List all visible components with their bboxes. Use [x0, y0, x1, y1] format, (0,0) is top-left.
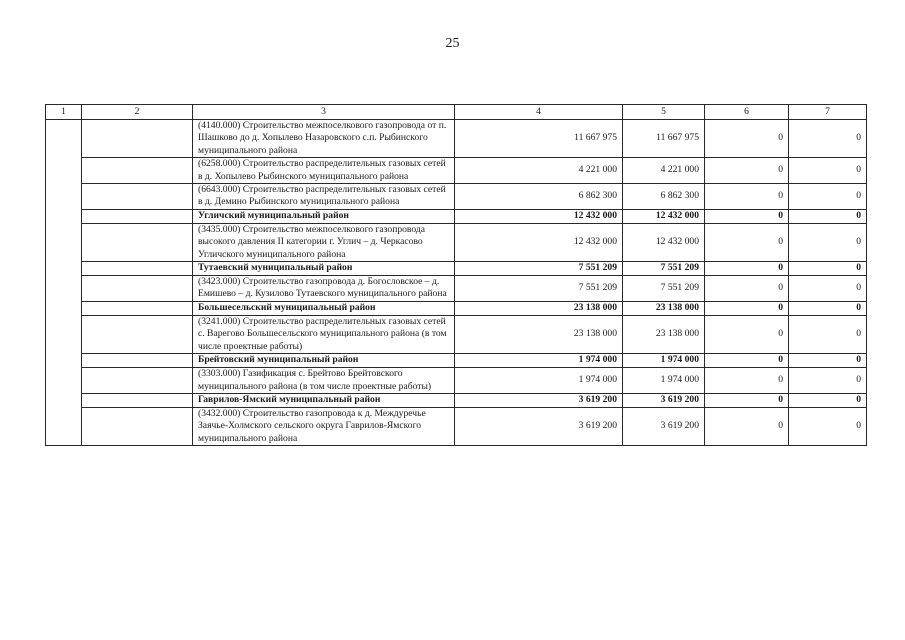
amount-cell-col4: 23 138 000 — [455, 301, 623, 315]
description-cell: Гаврилов-Ямский муниципальный район — [193, 393, 455, 407]
amount-cell-col7: 0 — [789, 393, 867, 407]
amount-cell-col6: 0 — [705, 120, 789, 158]
amount-cell-col4: 6 862 300 — [455, 184, 623, 210]
amount-cell-col4: 3 619 200 — [455, 393, 623, 407]
amount-cell-col7: 0 — [789, 407, 867, 445]
description-cell: (3432.000) Строительство газопровода к д. Междуречье Заячье-Холмского сельского округа Гаврилов-Ямского муниципального района — [193, 407, 455, 445]
district-total-row — [46, 301, 867, 315]
amount-cell-col6: 0 — [705, 209, 789, 223]
table-row — [46, 368, 867, 394]
amount-cell-col5: 7 551 209 — [623, 276, 705, 302]
amount-cell-col4: 1 974 000 — [455, 368, 623, 394]
table-header-row — [46, 105, 867, 120]
amount-cell-col6: 0 — [705, 158, 789, 184]
amount-cell-col6: 0 — [705, 393, 789, 407]
cell-col2 — [82, 223, 193, 261]
amount-cell-col6: 0 — [705, 276, 789, 302]
budget-table — [45, 104, 867, 446]
description-cell: Угличский муниципальный район — [193, 209, 455, 223]
cell-col2 — [82, 276, 193, 302]
column-header: 1 — [46, 105, 82, 120]
column-header: 3 — [193, 105, 455, 120]
column-header: 7 — [789, 105, 867, 120]
district-total-row — [46, 393, 867, 407]
description-cell: (6643.000) Строительство распределительных газовых сетей в д. Демино Рыбинского муниципального района — [193, 184, 455, 210]
amount-cell-col5: 11 667 975 — [623, 120, 705, 158]
amount-cell-col7: 0 — [789, 223, 867, 261]
column-header: 6 — [705, 105, 789, 120]
table-row — [46, 184, 867, 210]
amount-cell-col5: 12 432 000 — [623, 223, 705, 261]
cell-col2 — [82, 184, 193, 210]
amount-cell-col7: 0 — [789, 276, 867, 302]
page-number: 25 — [445, 36, 460, 51]
amount-cell-col7: 0 — [789, 262, 867, 276]
cell-col2 — [82, 354, 193, 368]
amount-cell-col5: 3 619 200 — [623, 393, 705, 407]
amount-cell-col5: 7 551 209 — [623, 262, 705, 276]
amount-cell-col4: 7 551 209 — [455, 262, 623, 276]
cell-col2 — [82, 262, 193, 276]
amount-cell-col4: 4 221 000 — [455, 158, 623, 184]
amount-cell-col4: 23 138 000 — [455, 315, 623, 353]
district-total-row — [46, 209, 867, 223]
cell-col2 — [82, 368, 193, 394]
description-cell: Брейтовский муниципальный район — [193, 354, 455, 368]
cell-col2 — [82, 301, 193, 315]
column-header: 4 — [455, 105, 623, 120]
table-row — [46, 407, 867, 445]
amount-cell-col6: 0 — [705, 315, 789, 353]
amount-cell-col6: 0 — [705, 368, 789, 394]
amount-cell-col5: 1 974 000 — [623, 368, 705, 394]
amount-cell-col7: 0 — [789, 354, 867, 368]
amount-cell-col6: 0 — [705, 301, 789, 315]
table-body — [46, 120, 867, 446]
amount-cell-col5: 3 619 200 — [623, 407, 705, 445]
table-row — [46, 120, 867, 158]
amount-cell-col7: 0 — [789, 209, 867, 223]
amount-cell-col7: 0 — [789, 368, 867, 394]
table-row — [46, 223, 867, 261]
description-cell: (3435.000) Строительство межпоселкового газопровода высокого давления II категории г. Углич – д. Черкасово Угличского муниципального района — [193, 223, 455, 261]
table-row — [46, 276, 867, 302]
description-cell: (4140.000) Строительство межпоселкового газопровода от п. Шашково до д. Хопылево Назаровского с.п. Рыбинского муниципального района — [193, 120, 455, 158]
amount-cell-col4: 12 432 000 — [455, 223, 623, 261]
amount-cell-col4: 1 974 000 — [455, 354, 623, 368]
cell-col2 — [82, 209, 193, 223]
amount-cell-col4: 7 551 209 — [455, 276, 623, 302]
description-cell: (6258.000) Строительство распределительных газовых сетей в д. Хопылево Рыбинского муниципального района — [193, 158, 455, 184]
cell-col2 — [82, 315, 193, 353]
cell-col2 — [82, 158, 193, 184]
description-cell: (3303.000) Газификация с. Брейтово Брейтовского муниципального района (в том числе проектные работы) — [193, 368, 455, 394]
description-cell: (3423.000) Строительство газопровода д. Богословское – д. Емишево – д. Кузилово Тутаевского муниципального района — [193, 276, 455, 302]
amount-cell-col4: 11 667 975 — [455, 120, 623, 158]
group-cell-col1 — [46, 120, 82, 446]
amount-cell-col5: 23 138 000 — [623, 301, 705, 315]
column-header: 5 — [623, 105, 705, 120]
amount-cell-col6: 0 — [705, 407, 789, 445]
amount-cell-col5: 4 221 000 — [623, 158, 705, 184]
amount-cell-col5: 12 432 000 — [623, 209, 705, 223]
cell-col2 — [82, 393, 193, 407]
table-row — [46, 158, 867, 184]
cell-col2 — [82, 407, 193, 445]
description-cell: Тутаевский муниципальный район — [193, 262, 455, 276]
amount-cell-col5: 6 862 300 — [623, 184, 705, 210]
description-cell: Большесельский муниципальный район — [193, 301, 455, 315]
district-total-row — [46, 354, 867, 368]
district-total-row — [46, 262, 867, 276]
description-cell: (3241.000) Строительство распределительных газовых сетей с. Варегово Большесельского муниципального района (в том числе проектные работы) — [193, 315, 455, 353]
amount-cell-col5: 23 138 000 — [623, 315, 705, 353]
amount-cell-col6: 0 — [705, 354, 789, 368]
amount-cell-col6: 0 — [705, 262, 789, 276]
amount-cell-col5: 1 974 000 — [623, 354, 705, 368]
amount-cell-col7: 0 — [789, 184, 867, 210]
amount-cell-col7: 0 — [789, 158, 867, 184]
amount-cell-col6: 0 — [705, 223, 789, 261]
column-header: 2 — [82, 105, 193, 120]
amount-cell-col6: 0 — [705, 184, 789, 210]
amount-cell-col7: 0 — [789, 120, 867, 158]
amount-cell-col7: 0 — [789, 315, 867, 353]
cell-col2 — [82, 120, 193, 158]
table-row — [46, 315, 867, 353]
amount-cell-col4: 3 619 200 — [455, 407, 623, 445]
amount-cell-col7: 0 — [789, 301, 867, 315]
amount-cell-col4: 12 432 000 — [455, 209, 623, 223]
